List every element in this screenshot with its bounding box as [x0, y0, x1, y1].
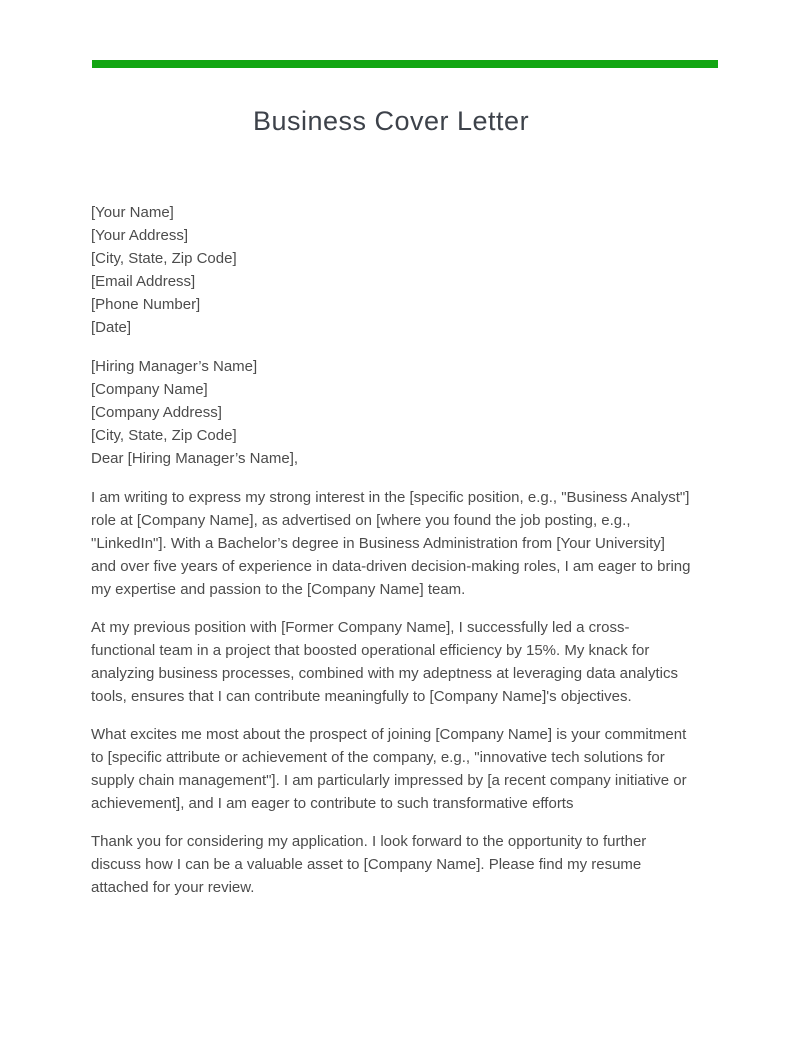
sender-line: [City, State, Zip Code]	[91, 250, 237, 267]
recipient-block	[91, 355, 691, 470]
sender-line: [Phone Number]	[91, 296, 201, 313]
sender-line: [Email Address]	[91, 273, 196, 290]
recipient-line: [Company Name]	[91, 381, 208, 398]
recipient-line: [Hiring Manager’s Name]	[91, 358, 258, 375]
sender-block	[91, 201, 691, 339]
letter-body	[91, 201, 691, 914]
sender-line: [Your Name]	[91, 204, 174, 221]
letter-paragraph: I am writing to express my strong interest in the [specific position, e.g., "Business Analyst"] role at [Company Name], as advertised on [where you found the job posting, e.g., "LinkedIn"]. With a Bachelor’s degree in Business Administration from [Your University] and over five years of experience in data-driven decision-making roles, I am eager to bring my expertise and passion to the [Company Name] team.	[91, 489, 691, 598]
letter-paragraph: At my previous position with [Former Company Name], I successfully led a cross-functional team in a project that boosted operational efficiency by 15%. My knack for analyzing business processes, combined with my adeptness at leveraging data analytics tools, ensures that I can contribute meaningfully to [Company Name]'s objectives.	[91, 619, 678, 705]
accent-bar	[92, 60, 718, 68]
salutation: Dear [Hiring Manager’s Name],	[91, 450, 299, 467]
letter-paragraph: Thank you for considering my application. I look forward to the opportunity to further discuss how I can be a valuable asset to [Company Name]. Please find my resume attached for your review.	[91, 833, 647, 896]
sender-line: [Date]	[91, 319, 132, 336]
recipient-line: [City, State, Zip Code]	[91, 427, 237, 444]
recipient-line: [Company Address]	[91, 404, 222, 421]
letter-paragraph: What excites me most about the prospect of joining [Company Name] is your commitment to [specific attribute or achievement of the company, e.g., "innovative tech solutions for supply chain management"]. I am particularly impressed by [a recent company initiative or achievement], and I am eager to contribute to such transformative efforts	[91, 726, 687, 812]
sender-line: [Your Address]	[91, 227, 189, 244]
page-title: Business Cover Letter	[252, 106, 530, 136]
